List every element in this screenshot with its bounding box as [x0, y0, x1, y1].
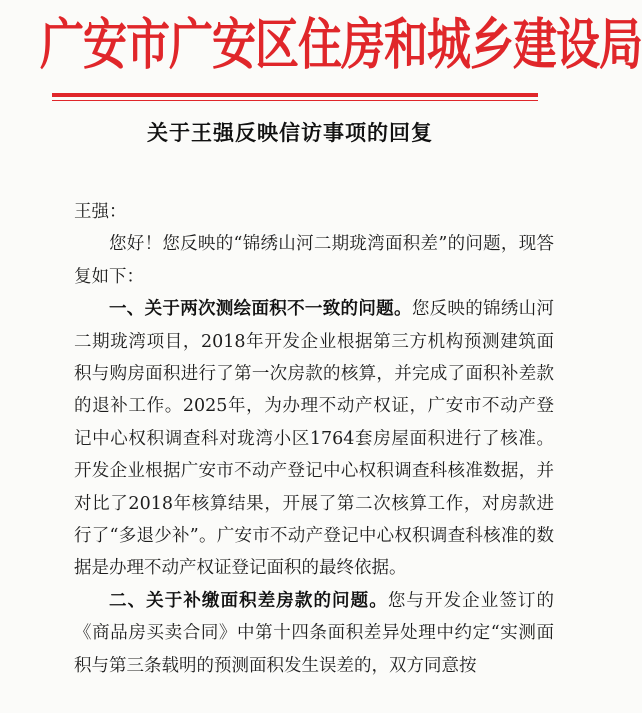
section-1-heading: 一、关于两次测绘面积不一致的问题。	[109, 299, 412, 320]
letterhead-red-rule-thick	[52, 93, 538, 97]
section-1-paragraph	[74, 293, 554, 585]
document-body	[74, 196, 554, 682]
intro-paragraph: 您好！您反映的“锦绣山河二期珑湾面积差”的问题，现答复如下：	[74, 234, 554, 287]
letterhead-red-rule-thin	[52, 100, 538, 101]
section-2-heading: 二、关于补缴面积差房款的问题。	[109, 590, 388, 611]
section-2-body: 您与开发企业签订的《商品房买卖合同》中第十四条面积差异处理中约定“实测面积与第三条载明的预测面积发生误差的，双方同意按	[74, 590, 555, 676]
section-2-paragraph	[74, 585, 554, 682]
salutation: 王强：	[74, 202, 127, 222]
section-1-body: 您反映的锦绣山河二期珑湾项目，2018年开发企业根据第三方机构预测建筑面积与购房面积进行了第一次房款的核算，并完成了面积补差款的退补工作。2025年，为办理不动产权证，广安市不动产登记中心权积调查科对珑湾小区1764套房屋面积进行了核准。开发企业根据广安市不动产登记中心权积调查科核准数据，并对比了2018年核算结果，开展了第二次核算工作，对房款进行了“多退少补”。广安市不动产登记中心权积调查科核准的数据是办理不动产权证登记面积的最终依据。	[74, 299, 554, 579]
letterhead-org-name: 广安市广安区住房和城乡建设局	[40, 13, 642, 77]
document-title: 关于王强反映信访事项的回复	[147, 120, 433, 145]
